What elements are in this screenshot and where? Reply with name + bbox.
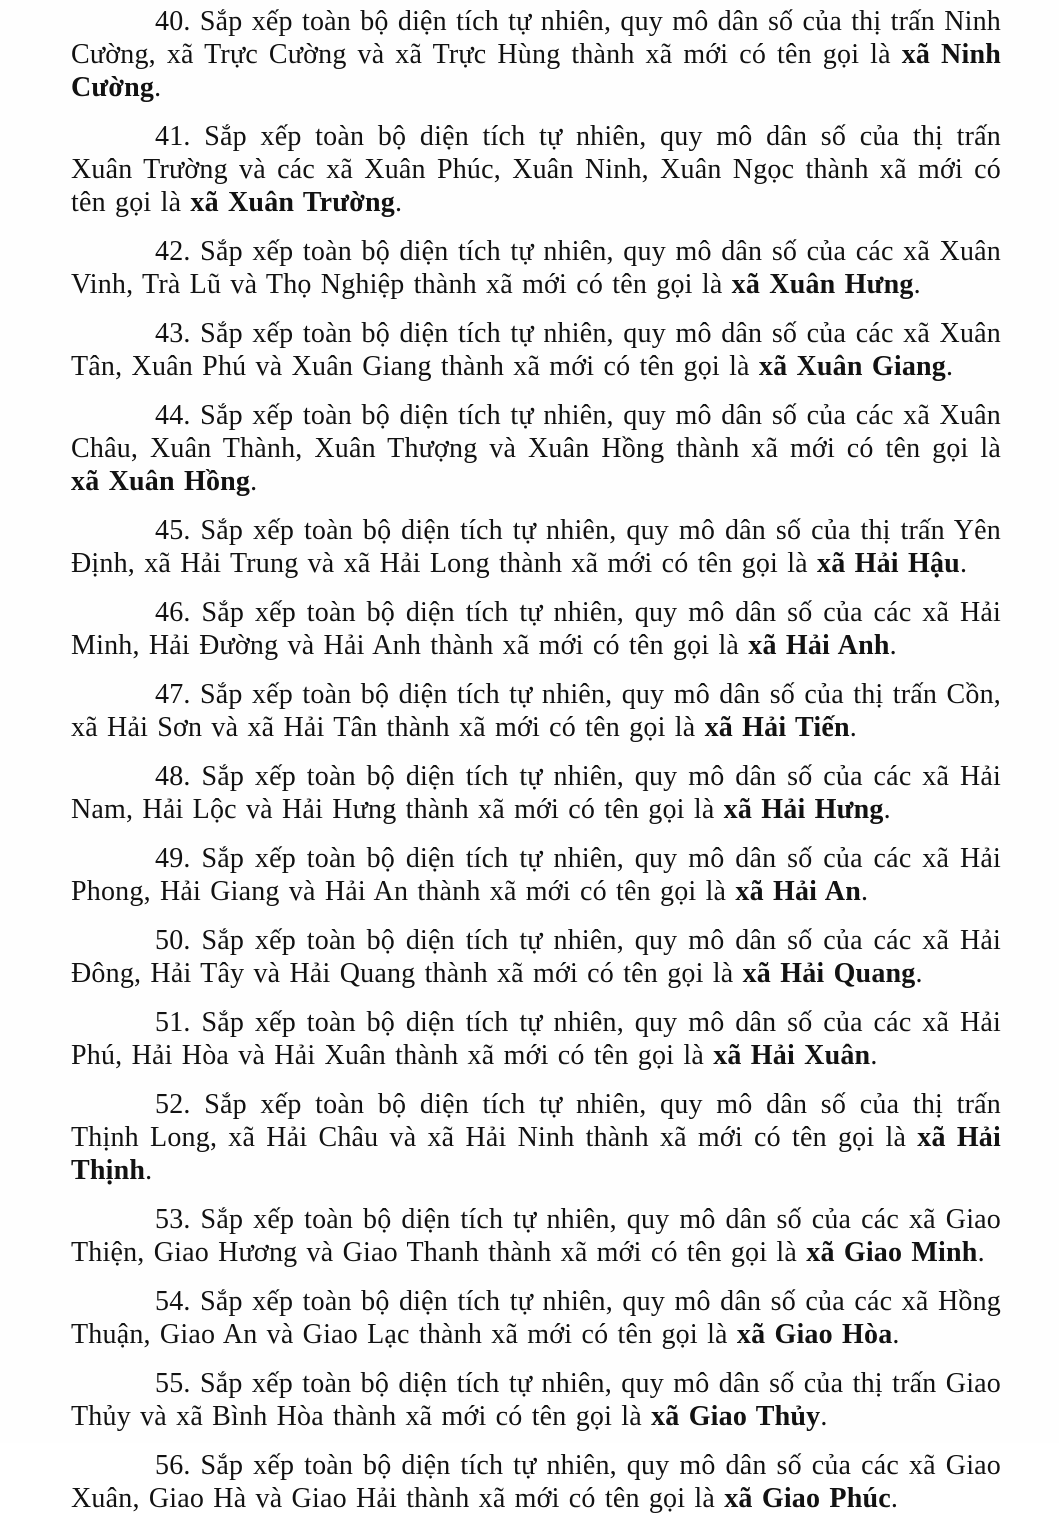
item-period: . [890, 1483, 899, 1514]
item-period: . [889, 630, 897, 661]
new-commune-name: xã Xuân Giang [758, 351, 946, 382]
item-period: . [250, 466, 258, 497]
list-item [71, 1285, 1001, 1351]
new-commune-name: xã Giao Minh [806, 1237, 978, 1268]
new-commune-name: xã Hải Anh [748, 630, 890, 661]
item-text: 46. Sắp xếp toàn bộ diện tích tự nhiên, quy mô dân số của các xã Hải Minh, Hải Đường và Hải Anh thành xã mới có tên gọi là [71, 597, 1001, 661]
item-text: 42. Sắp xếp toàn bộ diện tích tự nhiên, quy mô dân số của các xã Xuân Vinh, Trà Lũ và Thọ Nghiệp thành xã mới có tên gọi là [71, 236, 1001, 300]
new-commune-name: xã Giao Hòa [736, 1319, 893, 1350]
list-item [71, 514, 1001, 580]
list-item [71, 678, 1001, 744]
new-commune-name: xã Hải An [735, 876, 861, 907]
item-text: 40. Sắp xếp toàn bộ diện tích tự nhiên, quy mô dân số của thị trấn Ninh Cường, xã Trực Cường và xã Trực Hùng thành xã mới có tên gọi là [71, 6, 1001, 70]
item-period: . [861, 876, 869, 907]
list-item [71, 5, 1001, 104]
item-period: . [883, 794, 891, 825]
item-text: 56. Sắp xếp toàn bộ diện tích tự nhiên, quy mô dân số của các xã Giao Xuân, Giao Hà và Giao Hải thành xã mới có tên gọi là [71, 1450, 1001, 1514]
item-period: . [959, 548, 968, 579]
list-item [71, 924, 1001, 990]
new-commune-name: xã Hải Quang [742, 958, 916, 989]
item-period: . [145, 1155, 153, 1186]
list-item [71, 596, 1001, 662]
item-period: . [394, 187, 403, 218]
new-commune-name: xã Xuân Hồng [71, 466, 251, 497]
list-item [71, 399, 1001, 498]
document-body [71, 5, 1001, 1515]
list-item [71, 1088, 1001, 1187]
list-item [71, 760, 1001, 826]
item-period: . [946, 351, 954, 382]
new-commune-name: xã Hải Xuân [713, 1040, 871, 1071]
item-text: 44. Sắp xếp toàn bộ diện tích tự nhiên, quy mô dân số của các xã Xuân Châu, Xuân Thành, Xuân Thượng và Xuân Hồng thành xã mới có tên gọi là [71, 400, 1001, 464]
item-text: 45. Sắp xếp toàn bộ diện tích tự nhiên, quy mô dân số của thị trấn Yên Định, xã Hải Trung và xã Hải Long thành xã mới có tên gọi là [71, 515, 1001, 579]
item-text: 51. Sắp xếp toàn bộ diện tích tự nhiên, quy mô dân số của các xã Hải Phú, Hải Hòa và Hải Xuân thành xã mới có tên gọi là [71, 1007, 1001, 1071]
list-item [71, 235, 1001, 301]
item-period: . [915, 958, 923, 989]
item-period: . [820, 1401, 828, 1432]
new-commune-name: xã Giao Thủy [651, 1401, 821, 1432]
list-item [71, 1367, 1001, 1433]
item-text: 52. Sắp xếp toàn bộ diện tích tự nhiên, quy mô dân số của thị trấn Thịnh Long, xã Hải Châu và xã Hải Ninh thành xã mới có tên gọi là [71, 1089, 1001, 1153]
new-commune-name: xã Xuân Hưng [731, 269, 914, 300]
item-text: 43. Sắp xếp toàn bộ diện tích tự nhiên, quy mô dân số của các xã Xuân Tân, Xuân Phú và Xuân Giang thành xã mới có tên gọi là [71, 318, 1001, 382]
item-period: . [849, 712, 857, 743]
list-item [71, 1449, 1001, 1515]
new-commune-name: xã Hải Tiến [704, 712, 850, 743]
item-period: . [154, 72, 162, 103]
item-period: . [977, 1237, 985, 1268]
item-period: . [870, 1040, 878, 1071]
item-period: . [892, 1319, 900, 1350]
item-text: 50. Sắp xếp toàn bộ diện tích tự nhiên, quy mô dân số của các xã Hải Đông, Hải Tây và Hải Quang thành xã mới có tên gọi là [71, 925, 1001, 989]
item-text: 47. Sắp xếp toàn bộ diện tích tự nhiên, quy mô dân số của thị trấn Cồn, xã Hải Sơn và xã Hải Tân thành xã mới có tên gọi là [71, 679, 1001, 743]
new-commune-name: xã Hải Hưng [723, 794, 884, 825]
new-commune-name: xã Hải Hậu [817, 548, 960, 579]
item-text: 49. Sắp xếp toàn bộ diện tích tự nhiên, quy mô dân số của các xã Hải Phong, Hải Giang và Hải An thành xã mới có tên gọi là [71, 843, 1001, 907]
new-commune-name: xã Giao Phúc [724, 1483, 891, 1514]
item-text: 53. Sắp xếp toàn bộ diện tích tự nhiên, quy mô dân số của các xã Giao Thiện, Giao Hương và Giao Thanh thành xã mới có tên gọi là [71, 1204, 1001, 1268]
new-commune-name: xã Hải Thịnh [71, 1122, 1001, 1186]
item-text: 55. Sắp xếp toàn bộ diện tích tự nhiên, quy mô dân số của thị trấn Giao Thủy và xã Bình Hòa thành xã mới có tên gọi là [71, 1368, 1001, 1432]
list-item [71, 120, 1001, 219]
item-period: . [913, 269, 921, 300]
list-item [71, 1006, 1001, 1072]
list-item [71, 842, 1001, 908]
item-text: 48. Sắp xếp toàn bộ diện tích tự nhiên, quy mô dân số của các xã Hải Nam, Hải Lộc và Hải Hưng thành xã mới có tên gọi là [71, 761, 1001, 825]
item-text: 54. Sắp xếp toàn bộ diện tích tự nhiên, quy mô dân số của các xã Hồng Thuận, Giao An và Giao Lạc thành xã mới có tên gọi là [71, 1286, 1001, 1350]
new-commune-name: xã Ninh Cường [71, 39, 1002, 103]
new-commune-name: xã Xuân Trường [190, 187, 395, 218]
item-text: 41. Sắp xếp toàn bộ diện tích tự nhiên, quy mô dân số của thị trấn Xuân Trường và các xã Xuân Phúc, Xuân Ninh, Xuân Ngọc thành xã mới có tên gọi là [71, 121, 1001, 218]
list-item [71, 1203, 1001, 1269]
list-item [71, 317, 1001, 383]
